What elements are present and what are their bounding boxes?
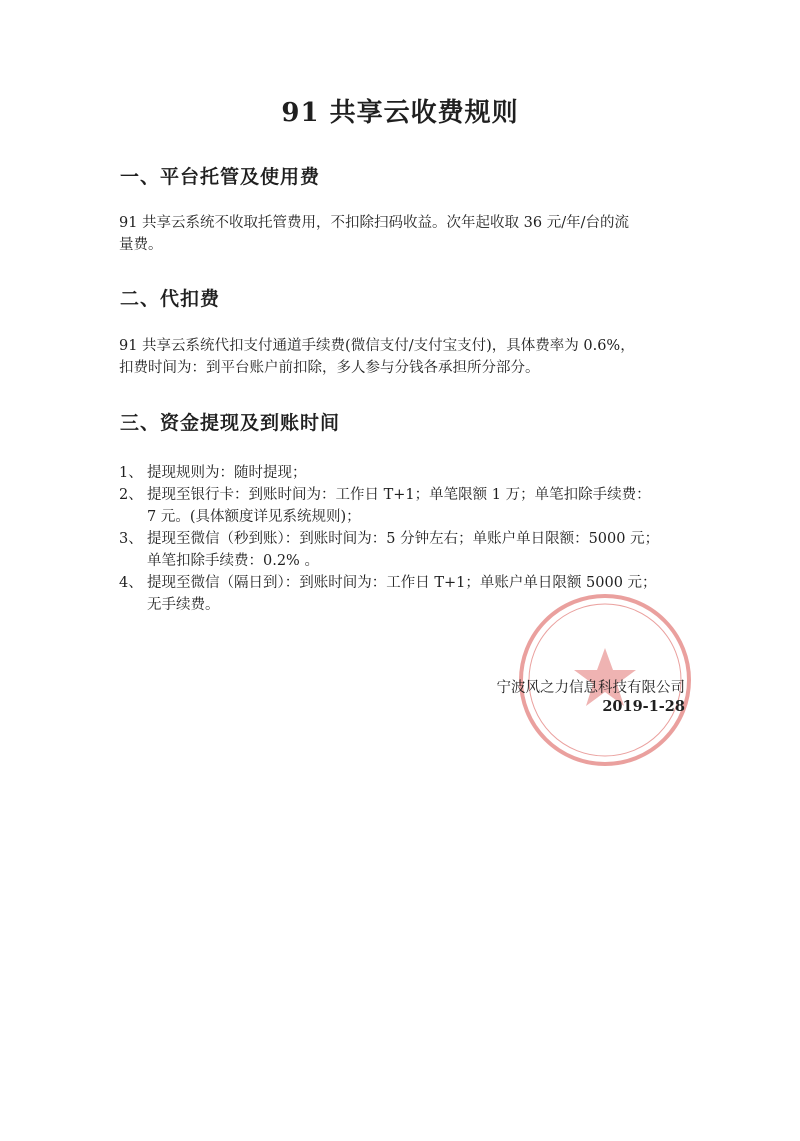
- list-item-text: 提现至银行卡：到账时间为：工作日 T+1；单笔限额 1 万；单笔扣除手续费：: [147, 487, 651, 503]
- list-item-number: 3、: [119, 531, 143, 547]
- document-date: 2019-1-28: [602, 698, 685, 715]
- list-item-continuation: 单笔扣除手续费：0.2% 。: [147, 553, 319, 569]
- list-item-text: 提现至微信（隔日到）：到账时间为：工作日 T+1；单账户单日限额 5000 元；: [147, 575, 657, 591]
- section-1-body: [119, 212, 689, 256]
- list-item-continuation: 无手续费。: [147, 597, 220, 613]
- list-item-continuation: 7 元。(具体额度详见系统规则)；: [147, 509, 361, 525]
- company-name: 宁波风之力信息科技有限公司: [496, 680, 685, 696]
- section-3-heading: 三、资金提现及到账时间: [120, 412, 341, 434]
- list-item-number: 4、: [119, 575, 143, 591]
- list-item-number: 1、: [119, 465, 143, 481]
- section-2-line-1: 91 共享云系统代扣支付通道手续费(微信支付/支付宝支付)，具体费率为 0.6%，: [119, 338, 635, 354]
- list-item: [119, 528, 699, 550]
- section-1-heading: 一、平台托管及使用费: [120, 166, 321, 188]
- section-1-line-2: 量费。: [119, 237, 163, 253]
- section-2-heading: 二、代扣费: [120, 288, 221, 310]
- list-item-number: 2、: [119, 487, 143, 503]
- list-item: [119, 484, 699, 506]
- section-1-line-1: 91 共享云系统不收取托管费用，不扣除扫码收益。次年起收取 36 元/年/台的流: [119, 215, 629, 231]
- section-2-body: [119, 335, 689, 379]
- list-item-text: 提现规则为：随时提现；: [147, 465, 307, 481]
- section-2-line-2: 扣费时间为：到平台账户前扣除，多人参与分钱各承担所分部分。: [119, 360, 540, 376]
- list-item-text: 提现至微信（秒到账）：到账时间为：5 分钟左右；单账户单日限额：5000 元；: [147, 531, 660, 547]
- document-title: 91 共享云收费规则: [281, 98, 519, 128]
- list-item: [119, 462, 699, 484]
